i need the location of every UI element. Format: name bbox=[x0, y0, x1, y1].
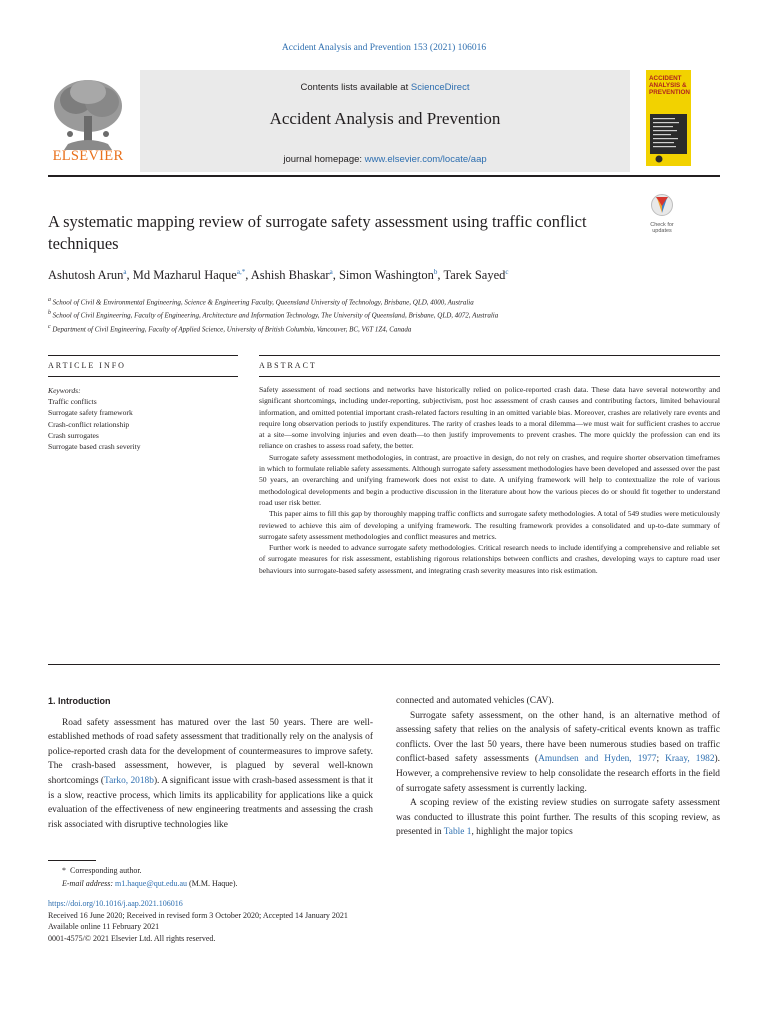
body-paragraph bbox=[396, 709, 720, 797]
crossmark-icon bbox=[644, 193, 680, 217]
homepage-prefix: journal homepage: bbox=[283, 154, 365, 165]
body-text: ; bbox=[656, 754, 666, 765]
author-affiliation-mark[interactable]: a bbox=[123, 268, 127, 276]
doi-link[interactable]: https://doi.org/10.1016/j.aap.2021.106016 bbox=[48, 899, 183, 908]
copyright-line: 0001-4575/© 2021 Elsevier Ltd. All rights reserved. bbox=[48, 933, 216, 943]
info-rule bbox=[48, 355, 238, 356]
affiliation-list bbox=[48, 295, 708, 335]
keywords-label: Keywords: bbox=[48, 386, 81, 395]
received-dates: Received 16 June 2020; Received in revised form 3 October 2020; Accepted 14 January 2021 bbox=[48, 910, 348, 920]
asterisk-mark: * bbox=[62, 866, 66, 875]
body-column-right bbox=[396, 694, 720, 840]
author-affiliation-mark[interactable]: b bbox=[433, 268, 438, 276]
footnote-text: Corresponding author. bbox=[70, 866, 142, 875]
abstract-paragraph: Surrogate safety assessment methodologies, in contrast, are proactive in design, do not rely on crashes, and require shorter observation timeframes in which to formulate reliable safety assessments. Although surrogate safety assessment methodologies have been developed and assessed over the past 50 years, an overarching and unifying framework does not exist to date. A unifying framework will help to contextualize the role of various methodological developments and begin a productive discussion in the literature about how the various pieces do or should fit together to understand road user risk better. bbox=[259, 452, 720, 507]
body-paragraph bbox=[396, 796, 720, 840]
keyword-item: Surrogate based crash severity bbox=[48, 442, 141, 452]
affiliation-item bbox=[48, 322, 708, 335]
author-name[interactable]: Ashutosh Arun bbox=[48, 268, 124, 283]
citation-link[interactable]: Accident Analysis and Prevention 153 (2021) 106016 bbox=[281, 43, 487, 53]
keyword-item: Traffic conflicts bbox=[48, 397, 97, 407]
contents-line bbox=[140, 82, 630, 93]
email-note bbox=[48, 877, 708, 890]
author-affiliation-mark[interactable]: a bbox=[329, 268, 333, 276]
sciencedirect-link[interactable]: ScienceDirect bbox=[410, 82, 470, 93]
footnotes bbox=[48, 864, 708, 890]
table-reference-link[interactable]: Table 1 bbox=[443, 827, 472, 838]
article-title: A systematic mapping review of surrogate safety assessment using traffic conflict techniques bbox=[48, 212, 587, 253]
body-text: Road safety assessment has matured over the last 50 years. There are well-established methods of road safety assessment that traditionally rely on the analysis of police-reported crash data for the development of countermeasures to improve safety. The crash-based assessment, however, is plagued by several well-known shortcomings ( bbox=[48, 717, 373, 786]
footnote-rule bbox=[48, 860, 96, 861]
author-list: Ashutosh Arun$^a$, Md Mazharul Haque$^{a,*}$, Ashish Bhaskar$^a$, Simon Washington$^b$, Tarek Sayed$^c$ bbox=[48, 268, 509, 283]
available-online: Available online 11 February 2021 bbox=[48, 922, 160, 931]
header-rule bbox=[48, 175, 720, 177]
author-name[interactable]: Md Mazharul Haque bbox=[132, 268, 237, 283]
affiliation-mark: b bbox=[48, 310, 51, 317]
crossmark-label: Check for updates bbox=[650, 222, 674, 234]
homepage-line bbox=[140, 154, 630, 165]
body-text: , highlight the major topics bbox=[471, 827, 573, 838]
body-text: ). A significant issue with crash-based assessment is that it is a slow, reactive process, which limits its applicability for applications like a quick evaluation of the effectiveness of new engineering treatments and assessing the crash risk associated with disruptive technologies like bbox=[48, 775, 373, 830]
body-text: A scoping review of the existing review studies on surrogate safety assessment was conducted to illustrate this point further. The results of this scoping review, as presented in bbox=[396, 798, 720, 838]
affiliation-text: Department of Civil Engineering, Faculty of Applied Science, University of British Columbia, Vancouver, BC, V6T 1Z4, Canada bbox=[52, 324, 412, 333]
keyword-item: Surrogate safety framework bbox=[48, 408, 133, 418]
abstract-rule bbox=[259, 376, 720, 377]
contents-prefix: Contents lists available at bbox=[300, 82, 411, 93]
author-affiliation-mark[interactable]: a,* bbox=[236, 268, 246, 276]
journal-title: Accident Analysis and Prevention bbox=[269, 109, 501, 128]
author-name[interactable]: Ashish Bhaskar bbox=[250, 268, 330, 283]
publisher-name: ELSEVIER bbox=[52, 148, 124, 164]
journal-info-box bbox=[140, 70, 630, 172]
abstract-paragraph: Safety assessment of road sections and networks have historically relied on police-reported crash data. These data have several noteworthy and significant shortcomings, including under-reporting, subjectivism, post hoc assessment of crash causes and contributing factors, limited behavioural information, and omitted potential important crash-related factors resulting in an omitted variable bias. Moreover, crashes are relatively rare events and require long observation periods to justify expenditures. The rarity of crashes leads to a moral dilemma—we must wait for sufficient crashes to accrue at a site—some involving injuries and even death—to then justify improvements to prevent crashes. The more quickly the profession can end its reliance on crashes to assess road safety, the better. bbox=[259, 385, 720, 451]
homepage-link[interactable]: www.elsevier.com/locate/aap bbox=[364, 154, 487, 165]
email-owner: (M.M. Haque). bbox=[187, 879, 238, 888]
email-link[interactable]: m1.haque@qut.edu.au bbox=[115, 879, 188, 888]
elsevier-logo bbox=[48, 70, 128, 170]
author-name[interactable]: Simon Washington bbox=[338, 268, 434, 283]
body-paragraph: connected and automated vehicles (CAV). bbox=[396, 696, 554, 706]
email-label: E-mail address: bbox=[62, 879, 116, 888]
corresponding-author-note bbox=[48, 864, 708, 877]
info-rule bbox=[48, 376, 238, 377]
author-name[interactable]: Tarek Sayed bbox=[443, 268, 506, 283]
affiliation-mark: a bbox=[48, 297, 51, 303]
body-paragraph bbox=[48, 716, 373, 833]
affiliation-text: School of Civil Engineering, Faculty of Engineering, Architecture and Information Technology, The University of Queensland, Brisbane, QLD, 4072, Australia bbox=[52, 311, 499, 320]
abstract-bottom-rule bbox=[48, 664, 720, 665]
article-info-heading: ARTICLE INFO bbox=[48, 361, 126, 370]
section-heading-introduction: 1. Introduction bbox=[48, 696, 111, 706]
keyword-item: Crash surrogates bbox=[48, 430, 99, 440]
keywords-block bbox=[48, 385, 238, 452]
affiliation-mark: c bbox=[48, 323, 51, 330]
abstract-body bbox=[259, 384, 720, 576]
abstract-paragraph: Further work is needed to advance surrogate safety methodologies. Critical research needs to include identifying a comprehensive and reliable set of surrogate measures for risk assessment, establishing rigorous relationships between conflicts and crashes, developing ways to capture road user behaviours into surrogate-based safety assessment, and integrating crash severity measures into risk estimation. bbox=[259, 543, 720, 575]
body-column-left bbox=[48, 694, 373, 832]
journal-cover-image bbox=[646, 70, 691, 166]
affiliation-item bbox=[48, 308, 708, 321]
journal-masthead bbox=[48, 70, 630, 172]
body-text: ). However, a comprehensive review to help consolidate the research efforts in the field of surrogate safety assessment is currently lacking. bbox=[396, 754, 721, 794]
affiliation-item bbox=[48, 295, 708, 308]
reference-link[interactable]: Tarko, 2018b bbox=[104, 775, 154, 786]
affiliation-text: School of Civil & Environmental Engineering, Science & Engineering Faculty, Queensland University of Technology, Brisbane, QLD, 4000, Australia bbox=[52, 298, 474, 307]
author-affiliation-mark[interactable]: c bbox=[505, 268, 509, 276]
reference-link[interactable]: Amundsen and Hyden, 1977 bbox=[538, 754, 657, 765]
abstract-paragraph: This paper aims to fill this gap by thoroughly mapping traffic conflicts and surrogate safety methodologies. A total of 549 studies were meticulously reviewed to achieve this aim of developing a unifying framework. The resulting framework provides a consolidated and up-to-date summary of surrogate safety assessment methodologies and conflict measures and metrics. bbox=[259, 509, 720, 541]
abstract-heading: ABSTRACT bbox=[259, 361, 317, 370]
reference-link[interactable]: Kraay, 1982 bbox=[665, 754, 715, 765]
body-text: Surrogate safety assessment, on the other hand, is an alternative method of assessing safety that relies on the analysis of safety-critical events known as traffic conflicts. Over the last 50 years, there have been numerous studies based on traffic conflict-based safety assessments ( bbox=[396, 710, 720, 765]
abstract-rule bbox=[259, 355, 720, 356]
cover-title: ACCIDENT ANALYSIS & PREVENTION bbox=[649, 75, 690, 97]
crossmark-badge[interactable] bbox=[644, 193, 680, 233]
keyword-item: Crash-conflict relationship bbox=[48, 419, 130, 429]
publication-info bbox=[48, 898, 708, 944]
